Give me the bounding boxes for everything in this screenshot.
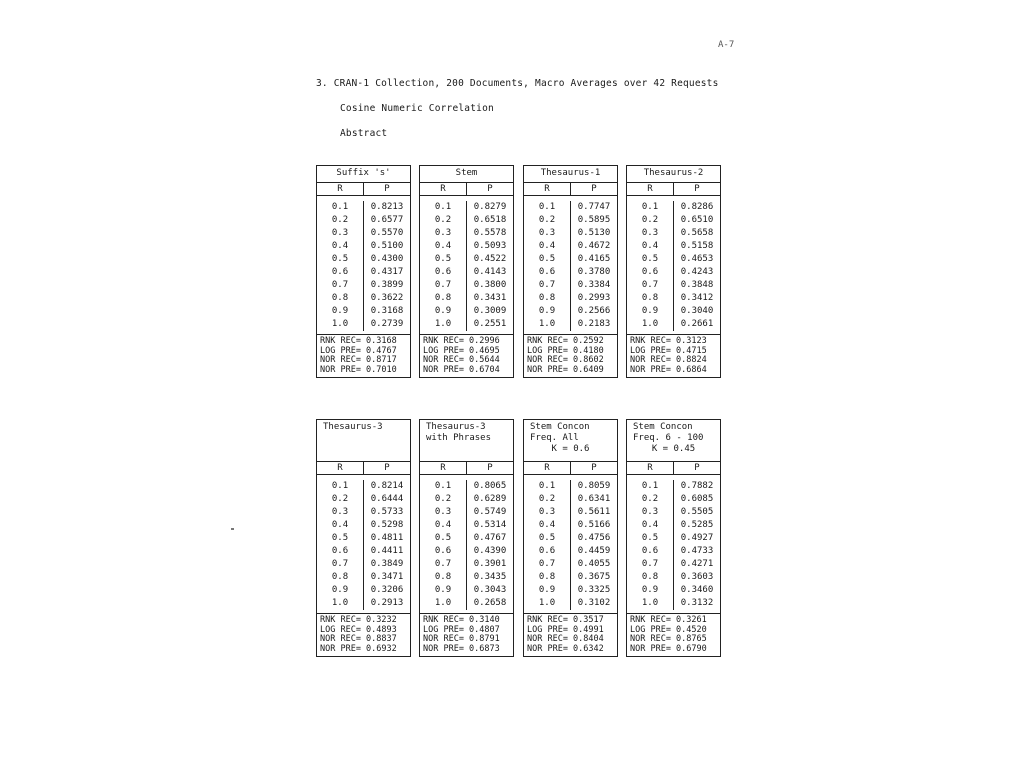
recall-value: 0.4: [641, 520, 659, 530]
recall-column: [627, 201, 674, 331]
table-body: [317, 475, 410, 614]
precision-value: 0.4243: [680, 267, 714, 277]
precision-value: 0.5611: [577, 507, 611, 517]
column-headers: [317, 462, 410, 475]
recall-value: 0.9: [641, 306, 659, 316]
precision-column: [467, 480, 513, 610]
recall-value: 0.2: [538, 494, 556, 504]
precision-value: 0.2566: [577, 306, 611, 316]
recall-value: 0.2: [434, 215, 452, 225]
recall-value: 0.9: [538, 585, 556, 595]
recall-value: 0.3: [538, 228, 556, 238]
table-title: [317, 166, 410, 183]
table-title-line: Stem Concon: [530, 422, 590, 432]
results-table: [419, 419, 514, 657]
recall-value: 0.7: [331, 559, 349, 569]
precision-value: 0.5298: [370, 520, 404, 530]
precision-value: 0.3040: [680, 306, 714, 316]
recall-value: 0.9: [641, 585, 659, 595]
precision-value: 0.5130: [577, 228, 611, 238]
precision-value: 0.5100: [370, 241, 404, 251]
summary-line: NOR REC= 0.8791: [423, 634, 500, 645]
summary-line: RNK REC= 0.3232: [320, 615, 397, 625]
precision-value: 0.2551: [473, 319, 507, 329]
recall-value: 0.5: [331, 533, 349, 543]
recall-value: 0.7: [641, 559, 659, 569]
recall-value: 0.7: [641, 280, 659, 290]
table-body: [524, 475, 617, 614]
precision-value: 0.4522: [473, 254, 507, 264]
recall-value: 0.1: [434, 202, 452, 212]
precision-header: P: [591, 184, 597, 194]
recall-value: 0.4: [434, 241, 452, 251]
recall-value: 0.8: [538, 293, 556, 303]
table-body: [420, 475, 513, 614]
page-number: A-7: [718, 40, 735, 50]
summary-line: RNK REC= 0.3517: [527, 615, 604, 625]
summary-line: NOR PRE= 0.6790: [630, 643, 707, 654]
recall-column: [524, 480, 571, 610]
precision-value: 0.5733: [370, 507, 404, 517]
precision-value: 0.4300: [370, 254, 404, 264]
precision-value: 0.3009: [473, 306, 507, 316]
table-title-line: Freq. 6 - 100: [633, 433, 704, 443]
results-table: [523, 165, 618, 378]
summary-line: LOG PRE= 0.4807: [423, 624, 500, 635]
precision-value: 0.3622: [370, 293, 404, 303]
table-body: [317, 196, 410, 335]
column-headers: [420, 183, 513, 196]
summary-line: RNK REC= 0.2996: [423, 336, 500, 346]
summary-line: LOG REC= 0.4893: [320, 624, 397, 635]
recall-value: 0.9: [434, 306, 452, 316]
precision-value: 0.3206: [370, 585, 404, 595]
precision-value: 0.3899: [370, 280, 404, 290]
document-heading: 3. CRAN-1 Collection, 200 Documents, Macro Averages over 42 Requests: [316, 78, 719, 89]
recall-value: 0.2: [331, 494, 349, 504]
precision-value: 0.4653: [680, 254, 714, 264]
recall-value: 1.0: [538, 598, 556, 608]
recall-value: 0.6: [641, 546, 659, 556]
recall-header: R: [420, 183, 467, 195]
recall-value: 0.4: [331, 241, 349, 251]
recall-header: R: [524, 183, 571, 195]
summary-block: [317, 614, 410, 656]
abstract-subheading: Abstract: [340, 128, 388, 139]
precision-value: 0.5505: [680, 507, 714, 517]
recall-value: 0.4: [641, 241, 659, 251]
precision-value: 0.8279: [473, 202, 507, 212]
precision-value: 0.8059: [577, 481, 611, 491]
precision-header: P: [487, 184, 493, 194]
column-headers: [524, 462, 617, 475]
precision-value: 0.4317: [370, 267, 404, 277]
recall-value: 0.6: [331, 267, 349, 277]
table-body: [420, 196, 513, 335]
summary-line: NOR PRE= 0.6932: [320, 643, 397, 654]
recall-header: R: [627, 462, 674, 474]
precision-column: [467, 201, 513, 331]
precision-value: 0.8286: [680, 202, 714, 212]
precision-value: 0.5093: [473, 241, 507, 251]
precision-value: 0.4165: [577, 254, 611, 264]
summary-line: NOR REC= 0.8404: [527, 634, 604, 645]
summary-line: RNK REC= 0.3140: [423, 615, 500, 625]
column-headers: [420, 462, 513, 475]
recall-value: 0.6: [538, 267, 556, 277]
summary-line: NOR REC= 0.8765: [630, 634, 707, 645]
precision-value: 0.5166: [577, 520, 611, 530]
column-headers: [627, 462, 720, 475]
precision-header: P: [487, 463, 493, 473]
precision-value: 0.3780: [577, 267, 611, 277]
recall-column: [420, 480, 467, 610]
recall-value: 0.8: [538, 572, 556, 582]
recall-value: 0.2: [641, 215, 659, 225]
recall-value: 0.6: [434, 546, 452, 556]
recall-value: 0.5: [641, 254, 659, 264]
precision-header: P: [384, 463, 390, 473]
summary-line: NOR PRE= 0.6873: [423, 643, 500, 654]
summary-block: [420, 614, 513, 656]
summary-line: NOR PRE= 0.7010: [320, 364, 397, 375]
table-title-line: Thesaurus-1: [540, 168, 601, 178]
recall-value: 1.0: [641, 319, 659, 329]
column-headers: [524, 183, 617, 196]
precision-value: 0.8214: [370, 481, 404, 491]
results-table: [316, 419, 411, 657]
table-title-line: Thesaurus-2: [643, 168, 704, 178]
precision-value: 0.5570: [370, 228, 404, 238]
precision-value: 0.3471: [370, 572, 404, 582]
table-title-line: Stem: [455, 168, 478, 178]
recall-column: [524, 201, 571, 331]
precision-value: 0.3102: [577, 598, 611, 608]
recall-value: 0.1: [538, 481, 556, 491]
precision-value: 0.3460: [680, 585, 714, 595]
precision-value: 0.3325: [577, 585, 611, 595]
recall-value: 1.0: [331, 319, 349, 329]
precision-value: 0.7747: [577, 202, 611, 212]
summary-line: RNK REC= 0.3168: [320, 336, 397, 346]
precision-value: 0.5749: [473, 507, 507, 517]
precision-value: 0.3435: [473, 572, 507, 582]
precision-value: 0.4271: [680, 559, 714, 569]
recall-value: 1.0: [434, 319, 452, 329]
precision-value: 0.2993: [577, 293, 611, 303]
results-table: [523, 419, 618, 657]
table-title: [627, 166, 720, 183]
recall-value: 0.8: [434, 572, 452, 582]
recall-value: 0.4: [538, 241, 556, 251]
summary-line: NOR PRE= 0.6409: [527, 364, 604, 375]
column-headers: [627, 183, 720, 196]
summary-line: RNK REC= 0.3261: [630, 615, 707, 625]
summary-line: NOR REC= 0.8602: [527, 355, 604, 366]
precision-header: P: [591, 463, 597, 473]
summary-line: NOR REC= 0.8717: [320, 355, 397, 366]
table-title: [317, 420, 410, 462]
precision-value: 0.3412: [680, 293, 714, 303]
recall-value: 0.1: [641, 202, 659, 212]
table-body: [524, 196, 617, 335]
table-title: [627, 420, 720, 462]
recall-value: 0.7: [538, 280, 556, 290]
recall-value: 0.8: [331, 572, 349, 582]
recall-value: 0.6: [434, 267, 452, 277]
results-table: [626, 165, 721, 378]
recall-column: [627, 480, 674, 610]
recall-value: 0.7: [434, 280, 452, 290]
recall-value: 0.9: [331, 306, 349, 316]
recall-value: 0.8: [331, 293, 349, 303]
precision-value: 0.7882: [680, 481, 714, 491]
precision-value: 0.4756: [577, 533, 611, 543]
recall-value: 0.7: [538, 559, 556, 569]
recall-value: 0.6: [538, 546, 556, 556]
summary-line: NOR REC= 0.8837: [320, 634, 397, 645]
summary-line: LOG PRE= 0.4520: [630, 624, 707, 635]
recall-value: 0.1: [434, 481, 452, 491]
recall-value: 0.1: [538, 202, 556, 212]
summary-line: LOG PRE= 0.4695: [423, 345, 500, 356]
recall-value: 0.9: [538, 306, 556, 316]
precision-column: [571, 201, 617, 331]
precision-value: 0.3848: [680, 280, 714, 290]
results-table: [419, 165, 514, 378]
recall-value: 0.7: [434, 559, 452, 569]
precision-value: 0.4055: [577, 559, 611, 569]
recall-value: 0.3: [434, 228, 452, 238]
precision-value: 0.4411: [370, 546, 404, 556]
precision-value: 0.4143: [473, 267, 507, 277]
table-title-line: Stem Concon: [633, 422, 693, 432]
precision-value: 0.5578: [473, 228, 507, 238]
precision-column: [674, 480, 720, 610]
recall-column: [317, 480, 364, 610]
table-title-line: with Phrases: [426, 433, 492, 443]
recall-value: 0.5: [538, 254, 556, 264]
recall-value: 0.8: [641, 293, 659, 303]
summary-block: [524, 614, 617, 656]
recall-column: [317, 201, 364, 331]
recall-value: 0.9: [434, 585, 452, 595]
recall-value: 0.7: [331, 280, 349, 290]
precision-value: 0.5314: [473, 520, 507, 530]
recall-value: 0.6: [331, 546, 349, 556]
precision-value: 0.6444: [370, 494, 404, 504]
table-title: [524, 166, 617, 183]
recall-column: [420, 201, 467, 331]
recall-value: 0.4: [331, 520, 349, 530]
recall-header: R: [420, 462, 467, 474]
precision-value: 0.4390: [473, 546, 507, 556]
precision-value: 0.3168: [370, 306, 404, 316]
recall-value: 0.3: [331, 507, 349, 517]
table-body: [627, 475, 720, 614]
recall-value: 0.9: [331, 585, 349, 595]
precision-value: 0.5158: [680, 241, 714, 251]
results-table: [626, 419, 721, 657]
summary-line: LOG PRE= 0.4715: [630, 345, 707, 356]
precision-value: 0.3043: [473, 585, 507, 595]
precision-column: [364, 201, 410, 331]
precision-value: 0.3603: [680, 572, 714, 582]
precision-value: 0.2913: [370, 598, 404, 608]
precision-value: 0.6341: [577, 494, 611, 504]
column-headers: [317, 183, 410, 196]
method-subheading: Cosine Numeric Correlation: [340, 103, 494, 114]
precision-value: 0.3901: [473, 559, 507, 569]
table-title-line: K = 0.6: [551, 444, 590, 454]
recall-value: 1.0: [538, 319, 556, 329]
recall-value: 1.0: [331, 598, 349, 608]
precision-header: P: [694, 463, 700, 473]
summary-block: [627, 335, 720, 377]
precision-value: 0.4927: [680, 533, 714, 543]
precision-value: 0.3384: [577, 280, 611, 290]
precision-value: 0.3431: [473, 293, 507, 303]
results-table: [316, 165, 411, 378]
precision-value: 0.4733: [680, 546, 714, 556]
precision-value: 0.5895: [577, 215, 611, 225]
precision-value: 0.2183: [577, 319, 611, 329]
precision-value: 0.6518: [473, 215, 507, 225]
precision-value: 0.3132: [680, 598, 714, 608]
recall-value: 0.2: [331, 215, 349, 225]
table-title-line: Thesaurus-3: [323, 422, 383, 432]
recall-header: R: [317, 183, 364, 195]
recall-value: 0.5: [434, 533, 452, 543]
summary-block: [420, 335, 513, 377]
recall-value: 0.2: [538, 215, 556, 225]
precision-column: [364, 480, 410, 610]
summary-line: NOR PRE= 0.6704: [423, 364, 500, 375]
recall-value: 0.8: [434, 293, 452, 303]
table-title: [420, 420, 513, 462]
table-title-line: K = 0.45: [651, 444, 696, 454]
recall-value: 0.1: [331, 481, 349, 491]
recall-value: 0.5: [434, 254, 452, 264]
recall-header: R: [627, 183, 674, 195]
precision-value: 0.3849: [370, 559, 404, 569]
precision-value: 0.5658: [680, 228, 714, 238]
recall-value: 0.3: [641, 228, 659, 238]
summary-line: LOG PRE= 0.4767: [320, 345, 397, 356]
precision-value: 0.4672: [577, 241, 611, 251]
summary-line: LOG PRE= 0.4180: [527, 345, 604, 356]
summary-line: NOR REC= 0.8824: [630, 355, 707, 366]
summary-line: NOR REC= 0.5644: [423, 355, 500, 366]
recall-value: 1.0: [641, 598, 659, 608]
summary-line: RNK REC= 0.3123: [630, 336, 707, 346]
table-body: [627, 196, 720, 335]
precision-value: 0.6085: [680, 494, 714, 504]
recall-value: 0.3: [331, 228, 349, 238]
summary-block: [524, 335, 617, 377]
summary-line: NOR PRE= 0.6342: [527, 643, 604, 654]
precision-value: 0.6577: [370, 215, 404, 225]
precision-value: 0.4811: [370, 533, 404, 543]
recall-value: 0.2: [434, 494, 452, 504]
precision-value: 0.2661: [680, 319, 714, 329]
recall-header: R: [524, 462, 571, 474]
precision-header: P: [384, 184, 390, 194]
recall-value: 0.8: [641, 572, 659, 582]
recall-value: 0.5: [331, 254, 349, 264]
precision-value: 0.2739: [370, 319, 404, 329]
recall-header: R: [317, 462, 364, 474]
recall-value: 0.1: [331, 202, 349, 212]
summary-line: RNK REC= 0.2592: [527, 336, 604, 346]
precision-value: 0.2658: [473, 598, 507, 608]
precision-value: 0.4459: [577, 546, 611, 556]
table-title-line: Thesaurus-3: [426, 422, 486, 432]
precision-value: 0.4767: [473, 533, 507, 543]
summary-block: [317, 335, 410, 377]
recall-value: 0.4: [434, 520, 452, 530]
precision-value: 0.3800: [473, 280, 507, 290]
recall-value: 0.6: [641, 267, 659, 277]
precision-value: 0.6510: [680, 215, 714, 225]
precision-value: 0.3675: [577, 572, 611, 582]
precision-value: 0.8213: [370, 202, 404, 212]
recall-value: 0.4: [538, 520, 556, 530]
table-title: [420, 166, 513, 183]
summary-line: LOG PRE= 0.4991: [527, 624, 604, 635]
table-title-line: Freq. All: [530, 433, 579, 443]
recall-value: 0.5: [641, 533, 659, 543]
precision-header: P: [694, 184, 700, 194]
recall-value: 0.3: [434, 507, 452, 517]
table-title-line: Suffix 's': [336, 168, 391, 178]
precision-value: 0.6289: [473, 494, 507, 504]
precision-value: 0.8065: [473, 481, 507, 491]
scan-speck: [231, 528, 234, 530]
table-title: [524, 420, 617, 462]
precision-column: [674, 201, 720, 331]
summary-block: [627, 614, 720, 656]
summary-line: NOR PRE= 0.6864: [630, 364, 707, 375]
recall-value: 0.5: [538, 533, 556, 543]
precision-column: [571, 480, 617, 610]
recall-value: 0.3: [538, 507, 556, 517]
recall-value: 0.1: [641, 481, 659, 491]
precision-value: 0.5285: [680, 520, 714, 530]
recall-value: 1.0: [434, 598, 452, 608]
recall-value: 0.2: [641, 494, 659, 504]
recall-value: 0.3: [641, 507, 659, 517]
